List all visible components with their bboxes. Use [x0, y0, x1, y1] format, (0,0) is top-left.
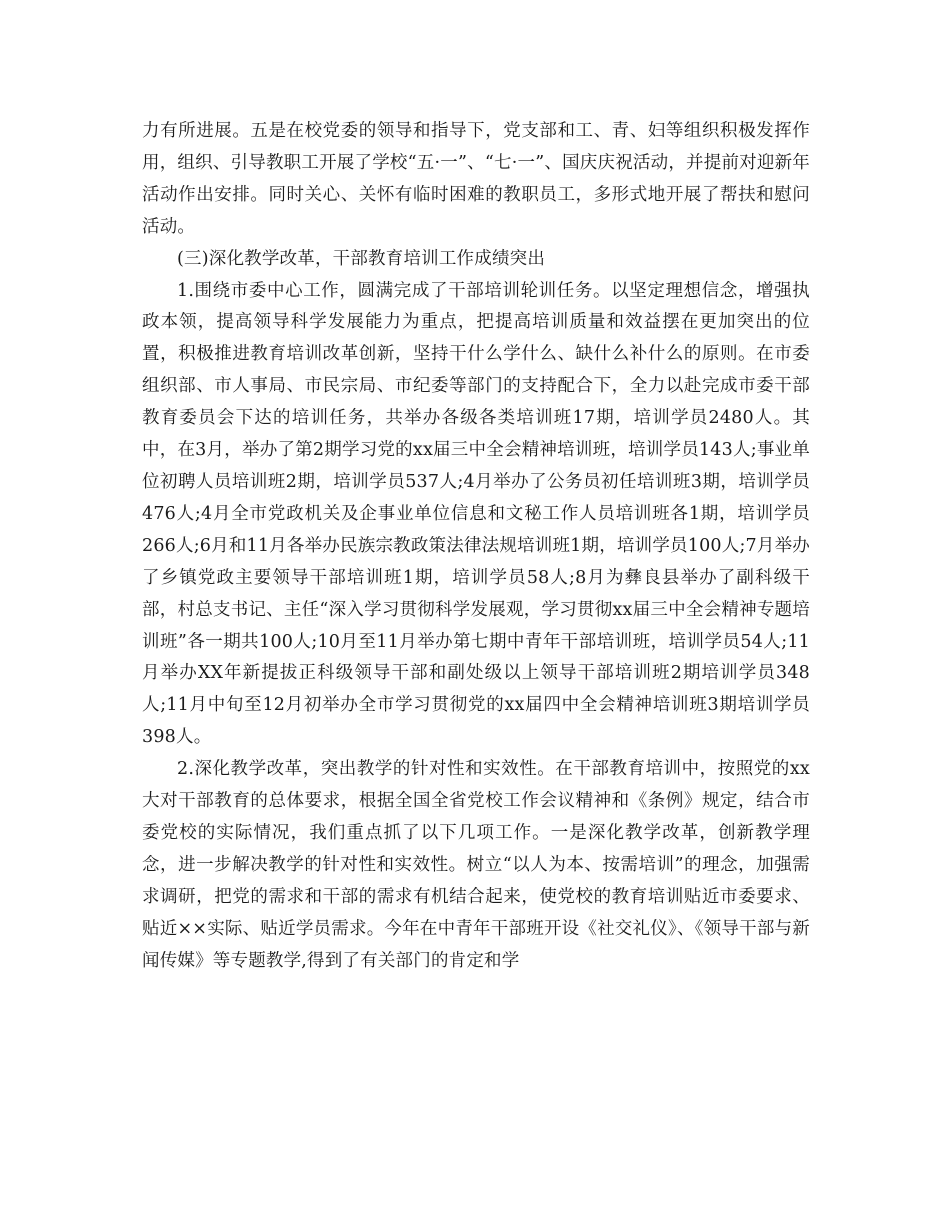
paragraph-item-1: 1.围绕市委中心工作，圆满完成了干部培训轮训任务。以坚定理想信念，增强执政本领，提高领导科学发展能力为重点，把提高培训质量和效益摆在更加突出的位置，积极推进教育培训改革创新，坚持干什么学什么、缺什么补什么的原则。在市委组织部、市人事局、市民宗局、市纪委等部门的支持配合下，全力以赴完成市委干部教育委员会下达的培训任务，共举办各级各类培训班17期，培训学员2480人。其中，在3月，举办了第2期学习党的xx届三中全会精神培训班，培训学员143人;事业单位初聘人员培训班2期，培训学员537人;4月举办了公务员初任培训班3期，培训学员476人;4月全市党政机关及企事业单位信息和文秘工作人员培训班各1期，培训学员266人;6月和11月各举办民族宗教政策法律法规培训班1期，培训学员100人;7月举办了乡镇党政主要领导干部培训班1期，培训学员58人;8月为彝良县举办了副科级干部，村总支书记、主任“深入学习贯彻科学发展观，学习贯彻xx届三中全会精神专题培训班”各一期共100人;10月至11月举办第七期中青年干部培训班，培训学员54人;11月举办XX年新提拔正科级领导干部和副处级以上领导干部培训班2期培训学员348人;11月中旬至12月初举办全市学习贯彻党的xx届四中全会精神培训班3期培训学员398人。	[142, 280, 810, 748]
paragraph-continuation: 力有所进展。五是在校党委的领导和指导下，党支部和工、青、妇等组织积极发挥作用，组织、引导教职工开展了学校“五·一”、“七·一”、国庆庆祝活动，并提前对迎新年活动作出安排。同时关心、关怀有临时困难的教职员工，多形式地开展了帮扶和慰问活动。	[142, 121, 810, 237]
paragraph-item-2: 2.深化教学改革，突出教学的针对性和实效性。在干部教育培训中，按照党的xx大对干部教育的总体要求，根据全国全省党校工作会议精神和《条例》规定，结合市委党校的实际情况，我们重点抓了以下几项工作。一是深化教学改革，创新教学理念，进一步解决教学的针对性和实效性。树立“以人为本、按需培训”的理念，加强需求调研，把党的需求和干部的需求有机结合起来，使党校的教育培训贴近市委要求、贴近××实际、贴近学员需求。今年在中青年干部班开设《社交礼仪》、《领导干部与新闻传媒》等专题教学,得到了有关部门的肯定和学	[142, 759, 810, 971]
section-heading: (三)深化教学改革，干部教育培训工作成绩突出	[177, 248, 546, 269]
document-body	[142, 116, 810, 977]
